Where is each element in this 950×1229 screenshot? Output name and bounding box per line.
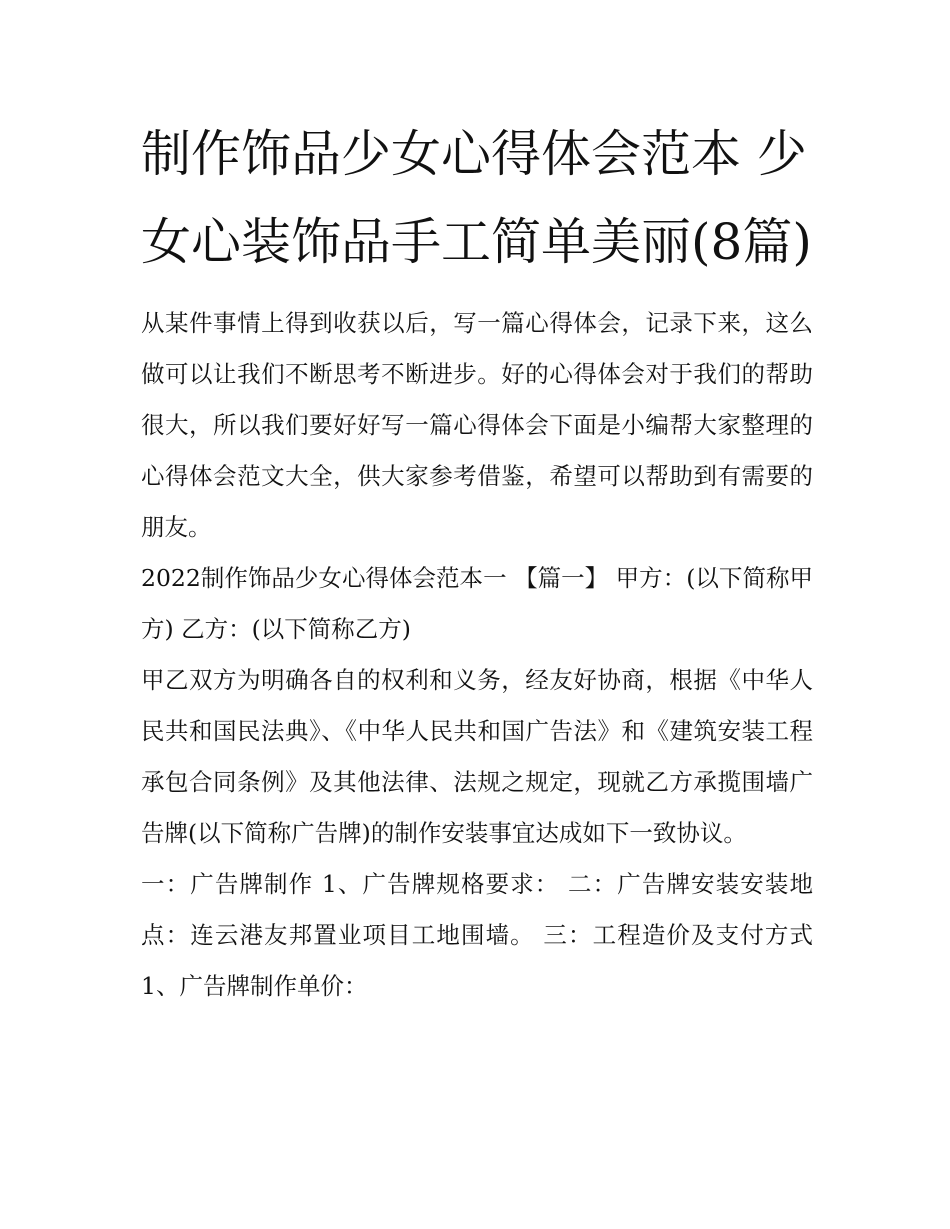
document-title: 制作饰品少女心得体会范本 少女心装饰品手工简单美丽(8篇) — [141, 125, 812, 271]
document-body — [141, 298, 813, 1012]
document-page — [141, 110, 813, 1012]
paragraph-clauses: 一：广告牌制作 1、广告牌规格要求： 二：广告牌安装安装地点：连云港友邦置业项目工地围墙。 三：工程造价及支付方式 1、广告牌制作单价： — [141, 870, 813, 1000]
paragraph-agreement: 甲乙双方为明确各自的权利和义务，经友好协商，根据《中华人民共和国民法典》、《中华人民共和国广告法》和《建筑安装工程承包合同条例》及其他法律、法规之规定，现就乙方承揽围墙广告牌(以下简称广告牌)的制作安装事宜达成如下一致协议。 — [141, 666, 813, 847]
paragraph-parties: 2022制作饰品少女心得体会范本一 【篇一】 甲方：(以下简称甲方) 乙方：(以下简称乙方) — [141, 564, 813, 643]
paragraph-intro: 从某件事情上得到收获以后，写一篇心得体会，记录下来，这么做可以让我们不断思考不断进步。好的心得体会对于我们的帮助很大，所以我们要好好写一篇心得体会下面是小编帮大家整理的心得体会范文大全，供大家参考借鉴，希望可以帮助到有需要的朋友。 — [141, 309, 813, 541]
